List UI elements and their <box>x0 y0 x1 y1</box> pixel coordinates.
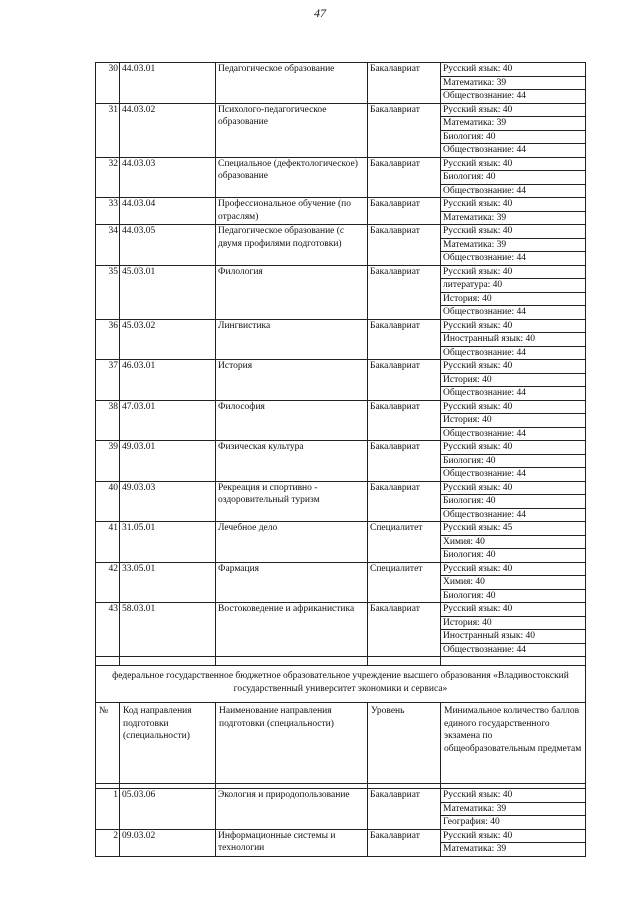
header-code: Код направления подготовки (специальности) <box>120 703 216 784</box>
direction-name: Педагогическое образование <box>216 63 368 104</box>
subject-score: Русский язык: 40 <box>441 441 586 455</box>
direction-name: История <box>216 360 368 401</box>
direction-name: Рекреация и спортивно - оздоровительный туризм <box>216 481 368 522</box>
subject-score: Математика: 39 <box>441 76 586 90</box>
subject-score: Биология: 40 <box>441 130 586 144</box>
direction-name: Филология <box>216 265 368 319</box>
direction-name: Фармация <box>216 562 368 603</box>
subject-score: Обществознание: 44 <box>441 468 586 482</box>
header-row <box>96 703 586 784</box>
spacer-row <box>96 657 586 666</box>
direction-code: 05.03.06 <box>120 789 216 830</box>
direction-name: Психолого-педагогическое образование <box>216 103 368 157</box>
education-level: Специалитет <box>368 562 441 603</box>
row-number: 30 <box>96 63 120 104</box>
subject-score: Русский язык: 40 <box>441 63 586 77</box>
organization-name: федеральное государственное бюджетное образовательное учреждение высшего образования «Владивостокский государственный университет экономики и сервиса» <box>96 666 586 703</box>
table-row <box>96 319 586 333</box>
direction-name: Экология и природопользование <box>216 789 368 830</box>
table-row <box>96 265 586 279</box>
education-level: Бакалавриат <box>368 103 441 157</box>
direction-code: 44.03.01 <box>120 63 216 104</box>
subject-score: Биология: 40 <box>441 171 586 185</box>
subject-score: Обществознание: 44 <box>441 252 586 266</box>
row-number: 35 <box>96 265 120 319</box>
subject-score: Русский язык: 40 <box>441 103 586 117</box>
header-level: Уровень <box>368 703 441 784</box>
direction-code: 44.03.02 <box>120 103 216 157</box>
education-level: Бакалавриат <box>368 481 441 522</box>
row-number: 32 <box>96 157 120 198</box>
direction-name: Профессиональное обучение (по отраслям) <box>216 198 368 225</box>
row-number: 37 <box>96 360 120 401</box>
subject-score: Обществознание: 44 <box>441 306 586 320</box>
direction-code: 49.03.01 <box>120 441 216 482</box>
subject-score: Русский язык: 40 <box>441 481 586 495</box>
subject-score: Математика: 39 <box>441 238 586 252</box>
direction-code: 45.03.01 <box>120 265 216 319</box>
table-row <box>96 225 586 239</box>
direction-name: Физическая культура <box>216 441 368 482</box>
subject-score: Биология: 40 <box>441 454 586 468</box>
subject-score: Русский язык: 40 <box>441 157 586 171</box>
subject-score: Химия: 40 <box>441 576 586 590</box>
header-num: № <box>96 703 120 784</box>
direction-code: 44.03.05 <box>120 225 216 266</box>
subject-score: Математика: 39 <box>441 117 586 131</box>
education-level: Бакалавриат <box>368 789 441 830</box>
education-level: Бакалавриат <box>368 63 441 104</box>
education-level: Бакалавриат <box>368 603 441 657</box>
row-number: 33 <box>96 198 120 225</box>
row-number: 38 <box>96 400 120 441</box>
subject-score: Иностранный язык: 40 <box>441 630 586 644</box>
direction-name: Лечебное дело <box>216 522 368 563</box>
subject-score: История: 40 <box>441 414 586 428</box>
subject-score: литература: 40 <box>441 279 586 293</box>
table-row <box>96 829 586 843</box>
education-level: Специалитет <box>368 522 441 563</box>
subject-score: Русский язык: 40 <box>441 603 586 617</box>
subject-score: Химия: 40 <box>441 535 586 549</box>
table-row <box>96 522 586 536</box>
subject-score: Русский язык: 40 <box>441 360 586 374</box>
subject-score: Биология: 40 <box>441 549 586 563</box>
table-row <box>96 198 586 212</box>
row-number: 43 <box>96 603 120 657</box>
table-row <box>96 562 586 576</box>
subject-score: Математика: 39 <box>441 211 586 225</box>
table-row <box>96 157 586 171</box>
direction-code: 33.05.01 <box>120 562 216 603</box>
direction-code: 45.03.02 <box>120 319 216 360</box>
subject-score: Биология: 40 <box>441 495 586 509</box>
education-level: Бакалавриат <box>368 157 441 198</box>
education-level: Бакалавриат <box>368 360 441 401</box>
row-number: 42 <box>96 562 120 603</box>
table-row <box>96 441 586 455</box>
subject-score: Русский язык: 40 <box>441 225 586 239</box>
table-row <box>96 789 586 803</box>
subject-score: Русский язык: 40 <box>441 265 586 279</box>
education-level: Бакалавриат <box>368 225 441 266</box>
direction-name: Специальное (дефектологическое) образование <box>216 157 368 198</box>
organization-row <box>96 666 586 703</box>
education-level: Бакалавриат <box>368 441 441 482</box>
direction-name: Философия <box>216 400 368 441</box>
row-number: 39 <box>96 441 120 482</box>
table-row <box>96 103 586 117</box>
admission-table <box>95 62 586 857</box>
row-number: 40 <box>96 481 120 522</box>
subject-score: Математика: 39 <box>441 802 586 816</box>
subject-score: Обществознание: 44 <box>441 427 586 441</box>
table-row <box>96 400 586 414</box>
header-name: Наименование направления подготовки (специальности) <box>216 703 368 784</box>
subject-score: Русский язык: 40 <box>441 319 586 333</box>
direction-name: Лингвистика <box>216 319 368 360</box>
row-number: 41 <box>96 522 120 563</box>
education-level: Бакалавриат <box>368 400 441 441</box>
subject-score: Обществознание: 44 <box>441 90 586 104</box>
row-number: 1 <box>96 789 120 830</box>
subject-score: Иностранный язык: 40 <box>441 333 586 347</box>
table-row <box>96 481 586 495</box>
subject-score: Биология: 40 <box>441 589 586 603</box>
subject-score: Обществознание: 44 <box>441 643 586 657</box>
subject-score: Русский язык: 45 <box>441 522 586 536</box>
direction-name: Востоковедение и африканистика <box>216 603 368 657</box>
row-number: 36 <box>96 319 120 360</box>
subject-score: Обществознание: 44 <box>441 184 586 198</box>
subject-score: Обществознание: 44 <box>441 346 586 360</box>
subject-score: История: 40 <box>441 616 586 630</box>
subject-score: Русский язык: 40 <box>441 829 586 843</box>
page-number: 47 <box>314 6 326 20</box>
direction-code: 31.05.01 <box>120 522 216 563</box>
subject-score: География: 40 <box>441 816 586 830</box>
table-row <box>96 63 586 77</box>
subject-score: Русский язык: 40 <box>441 562 586 576</box>
direction-code: 44.03.03 <box>120 157 216 198</box>
subject-score: История: 40 <box>441 292 586 306</box>
row-number: 34 <box>96 225 120 266</box>
direction-name: Педагогическое образование (с двумя профилями подготовки) <box>216 225 368 266</box>
subject-score: Обществознание: 44 <box>441 144 586 158</box>
table-row <box>96 603 586 617</box>
table-row <box>96 360 586 374</box>
subject-score: Русский язык: 40 <box>441 400 586 414</box>
subject-score: Русский язык: 40 <box>441 198 586 212</box>
education-level: Бакалавриат <box>368 319 441 360</box>
subject-score: Обществознание: 44 <box>441 387 586 401</box>
direction-code: 46.03.01 <box>120 360 216 401</box>
direction-code: 58.03.01 <box>120 603 216 657</box>
education-level: Бакалавриат <box>368 265 441 319</box>
subject-score: Математика: 39 <box>441 843 586 857</box>
direction-code: 44.03.04 <box>120 198 216 225</box>
education-level: Бакалавриат <box>368 198 441 225</box>
row-number: 2 <box>96 829 120 856</box>
row-number: 31 <box>96 103 120 157</box>
education-level: Бакалавриат <box>368 829 441 856</box>
direction-name: Информационные системы и технологии <box>216 829 368 856</box>
subject-score: Обществознание: 44 <box>441 508 586 522</box>
direction-code: 47.03.01 <box>120 400 216 441</box>
direction-code: 49.03.03 <box>120 481 216 522</box>
direction-code: 09.03.02 <box>120 829 216 856</box>
subject-score: Русский язык: 40 <box>441 789 586 803</box>
header-min-score: Минимальное количество баллов единого государственного экзамена по общеобразовательным предметам <box>441 703 586 784</box>
subject-score: История: 40 <box>441 373 586 387</box>
